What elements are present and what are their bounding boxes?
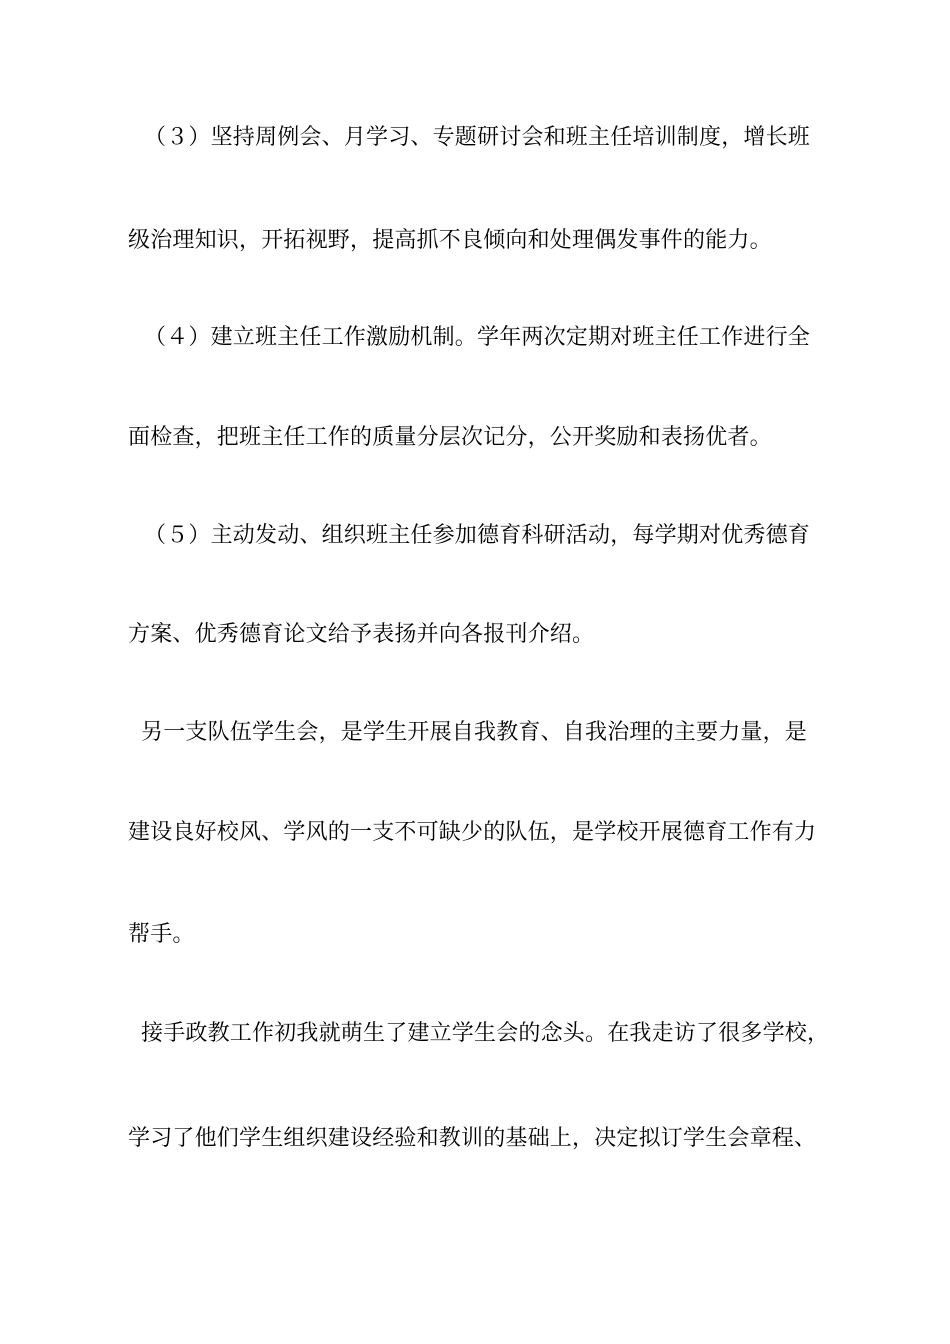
text-line: 帮手。 bbox=[128, 922, 195, 947]
text-line: 另一支队伍学生会，是学生开展自我教育、自我治理的主要力量，是 bbox=[141, 720, 808, 745]
text-line: 建设良好校风、学风的一支不可缺少的队伍，是学校开展德育工作有力 bbox=[128, 820, 817, 845]
text-line: 级治理知识，开拓视野，提高抓不良倾向和处理偶发事件的能力。 bbox=[128, 228, 772, 253]
text-line: 方案、优秀德育论文给予表扬并向各报刊介绍。 bbox=[128, 622, 595, 647]
text-line: 接手政教工作初我就萌生了建立学生会的念头。在我走访了很多学校， bbox=[141, 1021, 830, 1046]
text-line: （３）坚持周例会、月学习、专题研讨会和班主任培训制度，增长班 bbox=[144, 125, 811, 150]
text-line: 面检查，把班主任工作的质量分层次记分，公开奖励和表扬优者。 bbox=[128, 425, 772, 450]
text-line: 学习了他们学生组织建设经验和教训的基础上，决定拟订学生会章程、 bbox=[128, 1126, 817, 1151]
text-line: （４）建立班主任工作激励机制。学年两次定期对班主任工作进行全 bbox=[144, 325, 811, 350]
text-line: （５）主动发动、组织班主任参加德育科研活动，每学期对优秀德育 bbox=[144, 523, 811, 548]
